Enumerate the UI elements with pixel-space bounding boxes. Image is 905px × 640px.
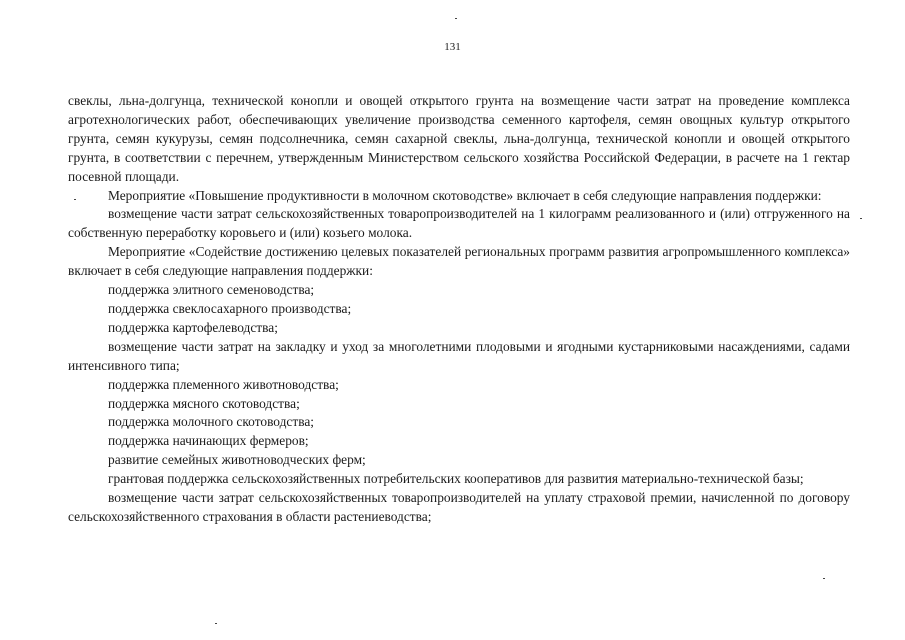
scan-speck [455, 18, 457, 19]
paragraph: Мероприятие «Повышение продуктивности в молочном скотоводстве» включает в себя следующие направления поддержки: [108, 187, 822, 203]
list-item: возмещение части затрат на закладку и уход за многолетними плодовыми и ягодными кустарниковыми насаждениями, садами интенсивного типа; [68, 338, 850, 373]
list-item: возмещение части затрат сельскохозяйственных товаропроизводителей на уплату страховой премии, начисленной по договору сельскохозяйственного страхования в области растениеводства; [68, 490, 850, 524]
list-item: поддержка элитного семеноводства; [108, 282, 315, 298]
page-number: 131 [444, 41, 461, 53]
scan-speck [860, 218, 862, 219]
list-item: поддержка молочного скотоводства; [108, 414, 315, 430]
scan-speck [215, 623, 217, 624]
scan-speck [74, 199, 76, 200]
list-item: грантовая поддержка сельскохозяйственных потребительских кооперативов для развития материально-технической базы; [108, 471, 804, 487]
paragraph: возмещение части затрат сельскохозяйственных товаропроизводителей на 1 килограмм реализованного и (или) отгруженного на собственную переработку коровьего и (или) козьего молока. [68, 206, 850, 241]
document-body [68, 92, 850, 527]
scan-speck [823, 578, 825, 579]
list-item: поддержка картофелеводства; [108, 319, 278, 335]
list-item: поддержка свеклосахарного производства; [108, 300, 352, 316]
list-item: поддержка племенного животноводства; [108, 376, 339, 392]
paragraph: Мероприятие «Содействие достижению целевых показателей региональных программ развития агропромышленного комплекса» включает в себя следующие направления поддержки: [68, 244, 850, 279]
list-item: поддержка мясного скотоводства; [108, 395, 300, 411]
list-item: поддержка начинающих фермеров; [108, 433, 309, 449]
paragraph: свеклы, льна-долгунца, технической конопли и овощей открытого грунта на возмещение части затрат на проведение комплекса агротехнологических работ, обеспечивающих увеличение производства семенного картофеля, семян овощных культур открытого грунта, семян кукурузы, семян подсолнечника, семян сахарной свеклы, льна-долгунца, технической конопли и овощей открытого грунта, в соответствии с перечнем, утвержденным Министерством сельского хозяйства Российской Федерации, в расчете на 1 гектар посевной площади. [68, 93, 850, 184]
list-item: развитие семейных животноводческих ферм; [108, 452, 366, 468]
